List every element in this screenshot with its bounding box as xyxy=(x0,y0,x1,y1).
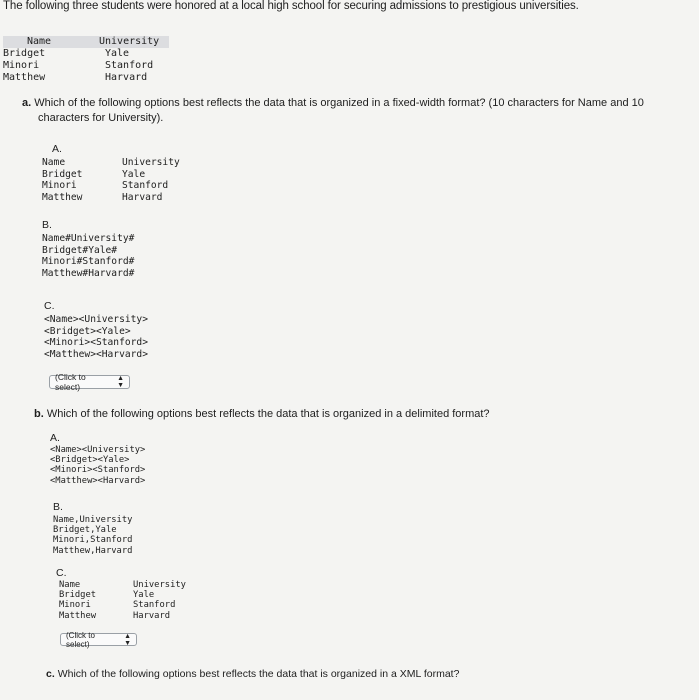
question-a-text: Which of the following options best reflects the data that is organized in a fixed-width format? (10 characters for Name and 10 xyxy=(34,97,644,109)
option-line: <Bridget><Yale> xyxy=(50,455,130,466)
table-cell: Minori xyxy=(3,60,40,71)
option-line: <Minori><Stanford> xyxy=(44,337,148,349)
question-b-text: Which of the following options best reflects the data that is organized in a delimited format? xyxy=(46,408,490,420)
option-cell: Stanford xyxy=(133,600,176,611)
question-c-label: c. xyxy=(46,668,55,680)
question-a-label: a. xyxy=(22,97,32,109)
option-line: <Name><University> xyxy=(50,445,146,455)
option-line: Matthew,Harvard xyxy=(53,545,133,556)
option-cell: Bridget xyxy=(59,590,97,601)
option-line: <Minori><Stanford> xyxy=(50,465,146,476)
table-cell: Matthew xyxy=(3,72,46,83)
option-line: Minori#Stanford# xyxy=(42,256,135,268)
option-b-a-letter: A. xyxy=(50,432,60,444)
option-cell: Stanford xyxy=(122,180,169,192)
intro-text: The following three students were honored at a local high school for securing admissions to prestigious universities. xyxy=(3,0,579,12)
table-cell: Harvard xyxy=(105,72,148,83)
option-line: Minori,Stanford xyxy=(53,535,133,546)
answer-b-dropdown[interactable] xyxy=(60,630,137,649)
option-line: Bridget,Yale xyxy=(53,525,117,536)
option-a-c-block xyxy=(44,314,148,360)
table-cell: Yale xyxy=(105,48,130,59)
dropdown-label: (Click to select) xyxy=(66,630,95,649)
option-cell: University xyxy=(122,157,180,168)
option-a-a-block xyxy=(42,157,180,203)
option-b-b-letter: B. xyxy=(53,501,63,513)
table-header-university: University xyxy=(99,36,160,47)
question-c xyxy=(46,667,459,681)
students-table xyxy=(3,36,169,84)
option-cell: Bridget xyxy=(42,168,83,180)
updown-caret-icon: ▲ ▼ xyxy=(117,375,124,389)
option-cell: Name xyxy=(42,157,66,168)
table-header xyxy=(3,36,169,48)
option-row xyxy=(42,157,180,169)
question-b-label: b. xyxy=(34,408,44,420)
option-line: <Matthew><Harvard> xyxy=(50,475,146,486)
option-row xyxy=(59,590,186,600)
table-row xyxy=(3,48,169,60)
option-row xyxy=(42,169,180,181)
option-cell: University xyxy=(133,580,186,590)
option-row xyxy=(42,192,180,204)
option-a-a-letter: A. xyxy=(52,143,62,155)
table-header-spacer xyxy=(3,36,27,48)
option-row xyxy=(42,180,180,192)
table-cell: Bridget xyxy=(3,48,46,59)
option-row xyxy=(59,580,186,590)
table-header-name: Name xyxy=(27,36,52,47)
option-line: Name,University xyxy=(53,515,133,525)
option-a-b-letter: B. xyxy=(42,219,52,231)
option-cell: Matthew xyxy=(59,610,97,621)
option-line: <Bridget><Yale> xyxy=(44,325,131,337)
option-cell: Yale xyxy=(133,590,155,601)
option-line: <Matthew><Harvard> xyxy=(44,348,148,360)
question-c-text: Which of the following options best reflects the data that is organized in a XML format? xyxy=(57,668,460,680)
table-row xyxy=(3,60,169,72)
table-cell: Stanford xyxy=(105,60,154,71)
option-a-c-letter: C. xyxy=(44,300,55,312)
question-a xyxy=(22,96,644,110)
option-a-b-block xyxy=(42,233,134,279)
option-row xyxy=(59,600,186,610)
question-a-text-line2: characters for University). xyxy=(38,112,164,124)
updown-caret-icon: ▲ ▼ xyxy=(124,632,131,647)
answer-a-dropdown[interactable] xyxy=(49,372,130,392)
option-cell: Yale xyxy=(122,168,146,180)
option-cell: Minori xyxy=(42,180,77,192)
option-b-b-block xyxy=(53,515,132,556)
option-cell: Minori xyxy=(59,600,91,611)
table-row xyxy=(3,72,169,84)
option-line: <Name><University> xyxy=(44,314,148,325)
option-b-a-block xyxy=(50,445,145,486)
option-cell: Harvard xyxy=(133,610,171,621)
option-row xyxy=(59,611,186,621)
option-cell: Harvard xyxy=(122,191,163,203)
option-b-c-block xyxy=(59,580,186,621)
dropdown-label: (Click to select) xyxy=(55,372,86,392)
question-b xyxy=(34,407,490,421)
option-line: Bridget#Yale# xyxy=(42,244,118,256)
option-line: Matthew#Harvard# xyxy=(42,267,135,279)
option-b-c-letter: C. xyxy=(56,567,67,579)
option-cell: Matthew xyxy=(42,191,83,203)
option-cell: Name xyxy=(59,580,81,590)
option-line: Name#University# xyxy=(42,233,135,244)
